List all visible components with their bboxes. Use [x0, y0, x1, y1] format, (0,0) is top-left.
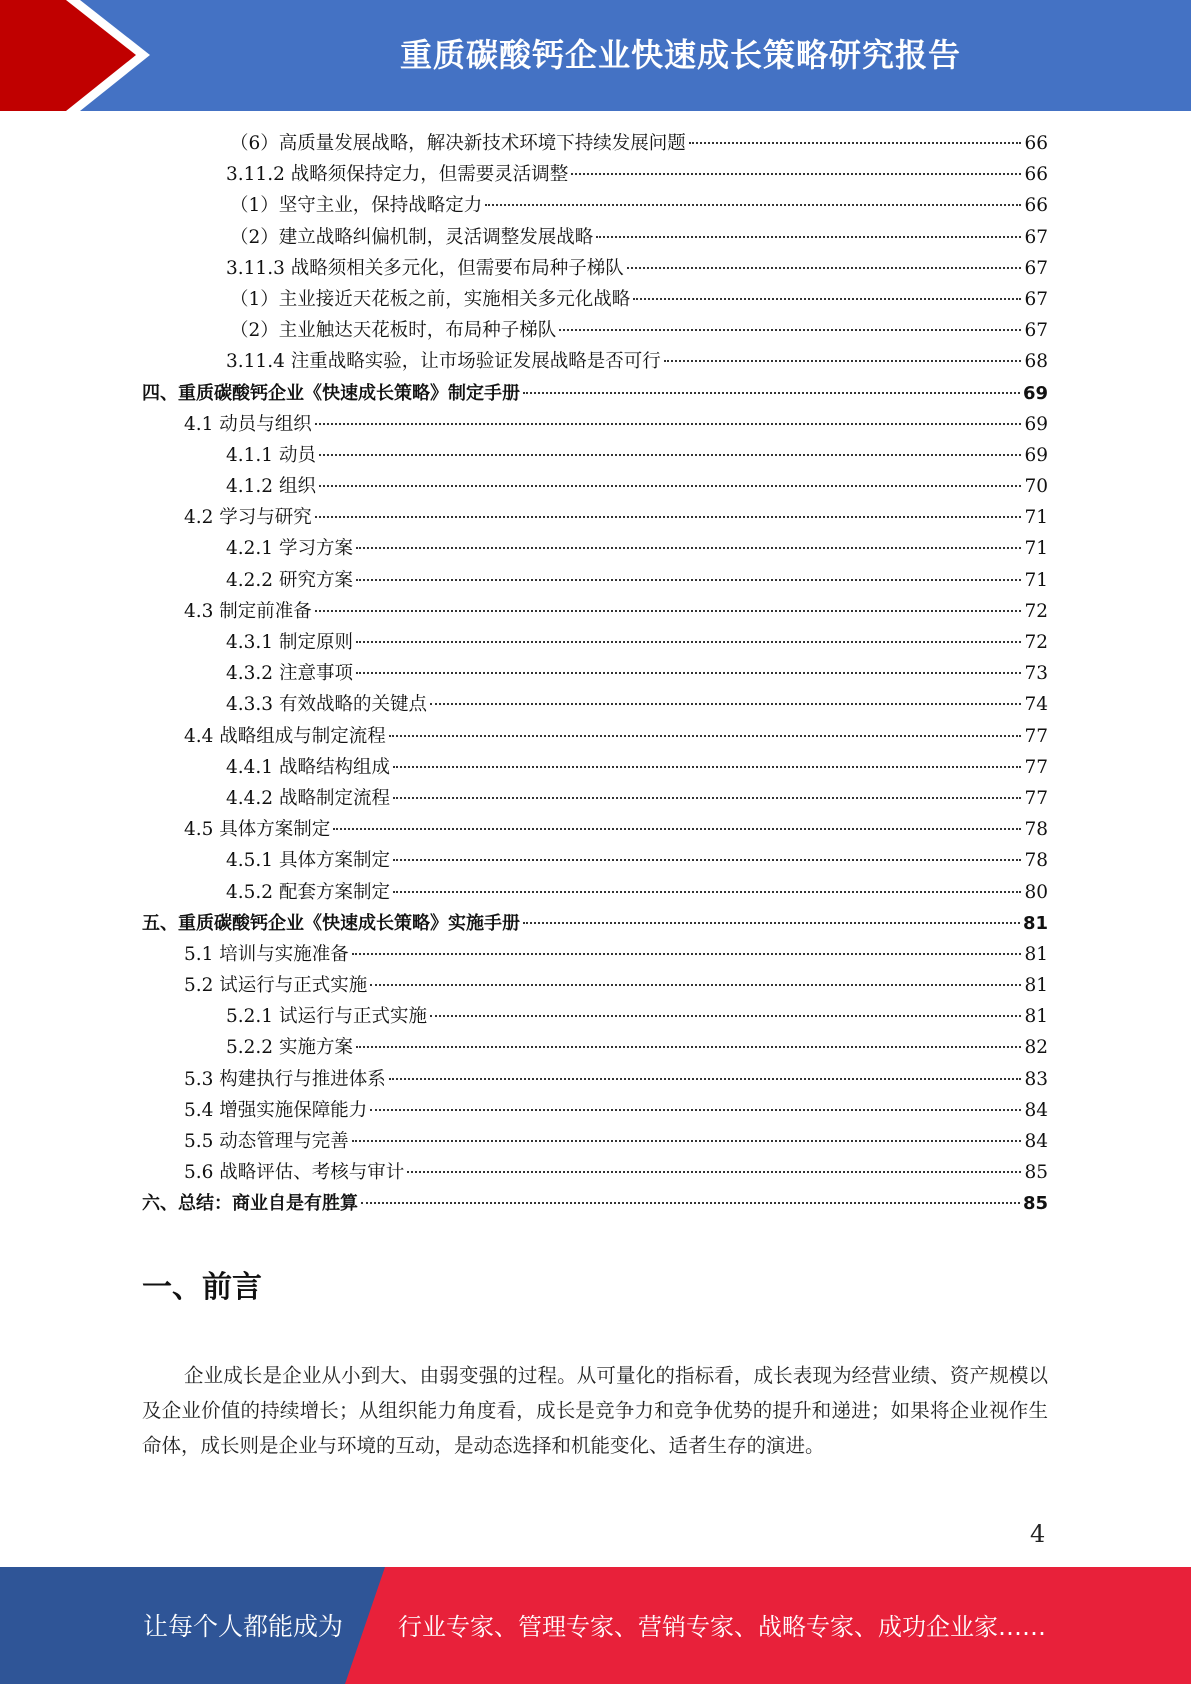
- toc-entry-page: 72: [1024, 600, 1048, 622]
- toc-entry-page: 71: [1024, 538, 1048, 560]
- toc-leader-dots: [361, 1202, 1020, 1204]
- toc-entry[interactable]: [142, 752, 1048, 783]
- footer-slogan-right: 行业专家、管理专家、营销专家、战略专家、成功企业家……: [398, 1613, 1046, 1641]
- toc-leader-dots: [352, 953, 1022, 955]
- toc-entry-title: 5.5 动态管理与完善: [184, 1131, 349, 1152]
- toc-leader-dots: [627, 267, 1022, 269]
- toc-entry[interactable]: [142, 533, 1048, 564]
- toc-entry-page: 67: [1024, 320, 1048, 342]
- toc-leader-dots: [315, 516, 1022, 518]
- toc-entry[interactable]: [142, 315, 1048, 346]
- toc-entry-title: （2）建立战略纠偏机制，灵活调整发展战略: [230, 226, 594, 248]
- toc-entry-page: 81: [1024, 1006, 1048, 1028]
- toc-entry-title: （2）主业触达天花板时，布局种子梯队: [230, 320, 557, 342]
- toc-leader-dots: [370, 1109, 1021, 1111]
- toc-entry[interactable]: [142, 1032, 1048, 1063]
- toc-entry-title: 4.1 动员与组织: [184, 413, 312, 435]
- toc-leader-dots: [407, 1171, 1021, 1173]
- toc-entry-title: 4.1.1 动员: [226, 444, 316, 466]
- toc-entry[interactable]: [142, 346, 1048, 377]
- toc-entry-title: 4.3.1 制定原则: [226, 632, 353, 653]
- toc-leader-dots: [523, 922, 1020, 924]
- page-header: [0, 0, 1191, 111]
- toc-entry-title: 3.11.4 注重战略实验，让市场验证发展战略是否可行: [226, 351, 661, 373]
- toc-entry-page: 82: [1024, 1037, 1048, 1059]
- toc-entry[interactable]: [142, 159, 1048, 190]
- toc-leader-dots: [319, 485, 1022, 487]
- toc-entry-page: 83: [1024, 1068, 1048, 1090]
- toc-leader-dots: [356, 1046, 1022, 1048]
- toc-leader-dots: [356, 547, 1022, 549]
- toc-entry-title: 5.4 增强实施保障能力: [184, 1099, 368, 1121]
- toc-entry-page: 70: [1024, 476, 1048, 498]
- toc-entry[interactable]: [142, 1126, 1048, 1157]
- toc-leader-dots: [356, 579, 1022, 581]
- toc-entry[interactable]: [142, 1064, 1048, 1095]
- toc-leader-dots: [393, 891, 1021, 893]
- toc-entry[interactable]: [142, 627, 1048, 658]
- toc-entry[interactable]: [142, 814, 1048, 845]
- toc-entry-title: 4.4 战略组成与制定流程: [184, 725, 386, 747]
- toc-entry-title: 5.2 试运行与正式实施: [184, 975, 368, 997]
- toc-entry-page: 67: [1024, 257, 1048, 279]
- toc-entry-title: 4.2 学习与研究: [184, 507, 312, 529]
- toc-leader-dots: [389, 1078, 1022, 1080]
- toc-entry[interactable]: [142, 1001, 1048, 1032]
- toc-entry[interactable]: [142, 783, 1048, 814]
- toc-entry[interactable]: [142, 378, 1048, 409]
- toc-leader-dots: [633, 298, 1021, 300]
- toc-entry-page: 69: [1022, 382, 1048, 404]
- toc-entry[interactable]: [142, 565, 1048, 596]
- toc-leader-dots: [430, 1015, 1021, 1017]
- toc-entry-page: 71: [1024, 569, 1048, 591]
- toc-entry[interactable]: [142, 845, 1048, 876]
- toc-leader-dots: [389, 735, 1022, 737]
- toc-entry-title: （1）坚守主业，保持战略定力: [230, 195, 483, 217]
- body-paragraph: 企业成长是企业从小到大、由弱变强的过程。从可量化的指标看，成长表现为经营业绩、资产规模以及企业价值的持续增长；从组织能力角度看，成长是竞争力和竞争优势的提升和递进；如果将企业视作生命体，成长则是企业与环境的互动，是动态选择和机能变化、适者生存的演进。: [142, 1364, 1048, 1457]
- toc-entry-title: （1）主业接近天花板之前，实施相关多元化战略: [230, 288, 631, 310]
- toc-entry-title: 5.2.1 试运行与正式实施: [226, 1006, 427, 1028]
- toc-leader-dots: [393, 766, 1021, 768]
- document-title: 重质碳酸钙企业快速成长策略研究报告: [399, 36, 961, 74]
- toc-entry-title: 3.11.2 战略须保持定力，但需要灵活调整: [226, 164, 569, 186]
- toc-entry[interactable]: [142, 877, 1048, 908]
- toc-entry[interactable]: [142, 502, 1048, 533]
- toc-entry-title: 4.3.2 注意事项: [226, 663, 353, 685]
- toc-entry[interactable]: [142, 689, 1048, 720]
- toc-entry-page: 81: [1024, 975, 1048, 997]
- toc-entry-title: 4.2.1 学习方案: [226, 538, 353, 560]
- toc-entry[interactable]: [142, 721, 1048, 752]
- toc-entry-page: 74: [1024, 694, 1048, 716]
- toc-entry[interactable]: [142, 253, 1048, 284]
- toc-entry[interactable]: [142, 1157, 1048, 1188]
- toc-entry[interactable]: [142, 908, 1048, 939]
- toc-entry-title: 4.5.1 具体方案制定: [226, 850, 390, 872]
- toc-entry-page: 81: [1022, 912, 1048, 934]
- toc-entry-page: 66: [1024, 164, 1048, 186]
- toc-entry-title: 4.1.2 组织: [226, 476, 316, 498]
- toc-entry-title: 4.3.3 有效战略的关键点: [226, 694, 427, 716]
- toc-entry-page: 84: [1024, 1099, 1048, 1121]
- page-number: 4: [1030, 1520, 1046, 1548]
- toc-entry[interactable]: [142, 1095, 1048, 1126]
- toc-entry[interactable]: [142, 658, 1048, 689]
- toc-entry-page: 67: [1024, 288, 1048, 310]
- toc-entry-page: 77: [1024, 787, 1048, 809]
- toc-entry[interactable]: [142, 222, 1048, 253]
- toc-leader-dots: [689, 142, 1022, 144]
- toc-leader-dots: [356, 641, 1022, 643]
- footer-slogan-left: 让每个人都能成为: [143, 1612, 344, 1641]
- toc-entry-title: （6）高质量发展战略，解决新技术环境下持续发展问题: [230, 133, 686, 154]
- toc-entry-page: 77: [1024, 756, 1048, 778]
- toc-entry-title: 4.3 制定前准备: [184, 600, 312, 622]
- toc-entry-page: 72: [1024, 632, 1048, 653]
- toc-entry-page: 81: [1024, 943, 1048, 965]
- toc-leader-dots: [430, 703, 1021, 705]
- toc-entry-page: 66: [1024, 195, 1048, 217]
- toc-leader-dots: [393, 797, 1021, 799]
- page-footer: [0, 1567, 1191, 1684]
- toc-entry[interactable]: [142, 409, 1048, 440]
- toc-entry-title: 4.5 具体方案制定: [184, 819, 331, 841]
- toc-entry-page: 67: [1024, 226, 1048, 248]
- toc-entry[interactable]: [142, 440, 1048, 471]
- toc-entry-page: 78: [1024, 819, 1048, 841]
- toc-entry[interactable]: [142, 128, 1048, 159]
- toc-entry[interactable]: [142, 284, 1048, 315]
- toc-entry[interactable]: [142, 190, 1048, 221]
- toc-entry-title: 四、重质碳酸钙企业《快速成长策略》制定手册: [142, 382, 520, 404]
- toc-entry-page: 73: [1024, 663, 1048, 685]
- toc-entry-page: 84: [1024, 1131, 1048, 1152]
- toc-leader-dots: [393, 859, 1021, 861]
- toc-entry-title: 4.5.2 配套方案制定: [226, 881, 390, 903]
- toc-leader-dots: [333, 828, 1021, 830]
- toc-leader-dots: [352, 1140, 1022, 1142]
- toc-entry-page: 80: [1024, 881, 1048, 903]
- toc-leader-dots: [559, 329, 1021, 331]
- toc-entry-title: 4.2.2 研究方案: [226, 569, 353, 591]
- toc-entry-page: 78: [1024, 850, 1048, 872]
- toc-entry-page: 77: [1024, 725, 1048, 747]
- toc-entry-title: 五、重质碳酸钙企业《快速成长策略》实施手册: [142, 912, 520, 934]
- toc-entry-page: 71: [1024, 507, 1048, 529]
- toc-leader-dots: [596, 236, 1021, 238]
- toc-leader-dots: [315, 423, 1022, 425]
- toc-leader-dots: [664, 360, 1022, 362]
- toc-entry[interactable]: [142, 471, 1048, 502]
- toc-leader-dots: [523, 392, 1020, 394]
- toc-entry-page: 68: [1024, 351, 1048, 373]
- toc-entry-title: 5.6 战略评估、考核与审计: [184, 1162, 405, 1184]
- toc-leader-dots: [315, 610, 1022, 612]
- toc-entry-page: 85: [1024, 1162, 1048, 1184]
- toc-entry-page: 69: [1024, 444, 1048, 466]
- toc-entry-title: 4.4.2 战略制定流程: [226, 787, 390, 809]
- toc-entry-title: 3.11.3 战略须相关多元化，但需要布局种子梯队: [226, 257, 624, 279]
- toc-entry[interactable]: [142, 596, 1048, 627]
- toc-entry-title: 5.1 培训与实施准备: [184, 943, 349, 965]
- toc-entry[interactable]: [142, 1188, 1048, 1219]
- toc-entry-title: 4.4.1 战略结构组成: [226, 756, 390, 778]
- toc-entry[interactable]: [142, 970, 1048, 1001]
- toc-entry-title: 5.2.2 实施方案: [226, 1037, 353, 1059]
- toc-leader-dots: [571, 173, 1021, 175]
- table-of-contents: [142, 128, 1048, 1220]
- toc-entry-page: 85: [1022, 1193, 1048, 1215]
- toc-entry[interactable]: [142, 939, 1048, 970]
- toc-entry-page: 69: [1024, 413, 1048, 435]
- section-heading: 一、前言: [142, 1270, 262, 1305]
- toc-entry-page: 66: [1024, 133, 1048, 154]
- toc-entry-title: 5.3 构建执行与推进体系: [184, 1068, 386, 1090]
- toc-leader-dots: [370, 984, 1021, 986]
- toc-leader-dots: [485, 204, 1021, 206]
- toc-leader-dots: [319, 454, 1022, 456]
- toc-leader-dots: [356, 672, 1022, 674]
- toc-entry-title: 六、总结：商业自是有胜算: [142, 1193, 358, 1215]
